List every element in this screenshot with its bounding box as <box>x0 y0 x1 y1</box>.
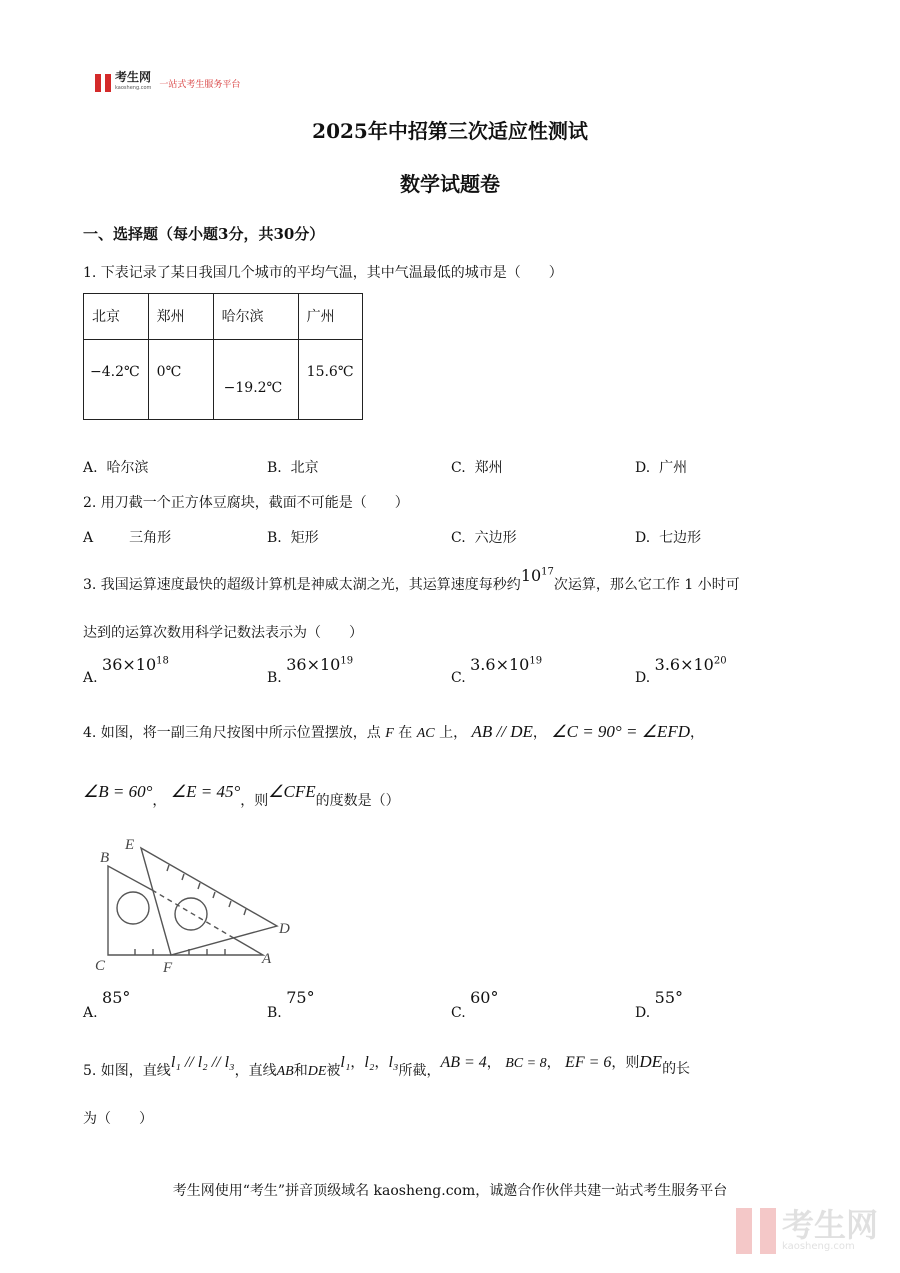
q4-stem-line2: ∠B = 60°， ∠E = 45°，则∠CFE的度数是（） <box>83 782 400 809</box>
q4-option-a: A. 85° <box>83 988 131 1021</box>
q3-option-a: A. $36\times 10^{18}$ <box>83 655 169 686</box>
q3-stem: 3. 我国运算速度最快的超级计算机是神威太湖之光，其运算速度每秒约$10^{17}$次运算，那么它工作 1 小时可 <box>83 566 740 593</box>
q5-stem: 5. 如图，直线l₁ // l₂ // l₃，直线AB和DE被l₁，l₂，l₃所截，AB = 4， BC = 8， EF = 6，则DE的长 <box>83 1052 691 1079</box>
q3-option-b: B. $36\times 10^{19}$ <box>267 655 354 686</box>
q2-option-d: D. 七边形 <box>635 530 702 546</box>
q4-option-c: C. 60° <box>451 988 499 1021</box>
logo-name: 考生网 <box>115 70 152 84</box>
q3-option-d: D. $3.6\times 10^{20}$ <box>635 655 727 686</box>
q1-option-d: D. 广州 <box>635 460 688 476</box>
slogan: 一站式考生服务平台 <box>159 79 241 90</box>
q4-stem: 4. 如图，将一副三角尺按图中所示位置摆放，点 F 在 AC 上， AB // DE， ∠C = 90° = ∠EFD， <box>83 722 704 741</box>
table-header: 北京 <box>84 294 149 340</box>
q2-option-b: B. 矩形 <box>267 530 319 546</box>
label-b: B <box>100 850 110 866</box>
ruler-ticks <box>135 865 246 955</box>
label-a: A <box>262 951 272 967</box>
q2-option-c: C. 六边形 <box>451 530 517 546</box>
footer-text: 考生网使用“考生”拼音顶级域名 kaosheng.com，诚邀合作伙伴共建一站式考生服务平台 <box>172 1183 728 1199</box>
logo-domain: kaosheng.com <box>115 85 152 91</box>
q3-stem-line2: 达到的运算次数用科学记数法表示为（ ） <box>83 625 363 641</box>
q2-option-a: A 三角形 <box>83 530 172 546</box>
circle-hole <box>175 898 207 930</box>
q1-table <box>83 293 363 420</box>
q4-option-d: D. 55° <box>635 988 683 1021</box>
logo-icon <box>95 74 111 92</box>
q4-option-b: B. 75° <box>267 988 315 1021</box>
q2-stem: 2. 用刀截一个正方体豆腐块，截面不可能是（ ） <box>83 495 409 511</box>
watermark-logo-icon <box>736 1208 776 1254</box>
table-header: 广州 <box>298 294 362 340</box>
table-cell: 0℃ <box>148 340 213 420</box>
triangle-abc <box>108 866 263 955</box>
page-subtitle: 数学试题卷 <box>400 172 500 196</box>
label-d: D <box>279 921 290 937</box>
label-f: F <box>163 960 173 976</box>
triangle-def <box>141 848 277 955</box>
label-c: C <box>95 958 106 974</box>
q5-stem-line2: 为（ ） <box>83 1111 153 1127</box>
table-cell: 15.6℃ <box>298 340 362 420</box>
table-header: 哈尔滨 <box>213 294 298 340</box>
table-cell: −4.2℃ <box>84 340 149 420</box>
q4-triangle-figure <box>80 820 300 980</box>
table-cell: −19.2℃ <box>213 340 298 420</box>
q1-option-c: C. 郑州 <box>451 460 503 476</box>
q1-option-a: A. 哈尔滨 <box>83 460 149 476</box>
q3-option-c: C. $3.6\times 10^{19}$ <box>451 655 543 686</box>
q1-option-b: B. 北京 <box>267 460 319 476</box>
watermark-domain: kaosheng.com <box>781 1241 855 1252</box>
table-header: 郑州 <box>148 294 213 340</box>
q1-stem: 1. 下表记录了某日我国几个城市的平均气温，其中气温最低的城市是（ ） <box>83 265 563 281</box>
watermark-name: 考生网 <box>781 1206 878 1244</box>
section-heading: 一、选择题（每小题3分，共30分） <box>83 225 325 243</box>
label-e: E <box>125 837 135 853</box>
page-title: 2025年中招第三次适应性测试 <box>312 119 588 143</box>
circle-hole <box>117 892 149 924</box>
watermark <box>736 1208 878 1254</box>
header-logo <box>95 72 240 94</box>
